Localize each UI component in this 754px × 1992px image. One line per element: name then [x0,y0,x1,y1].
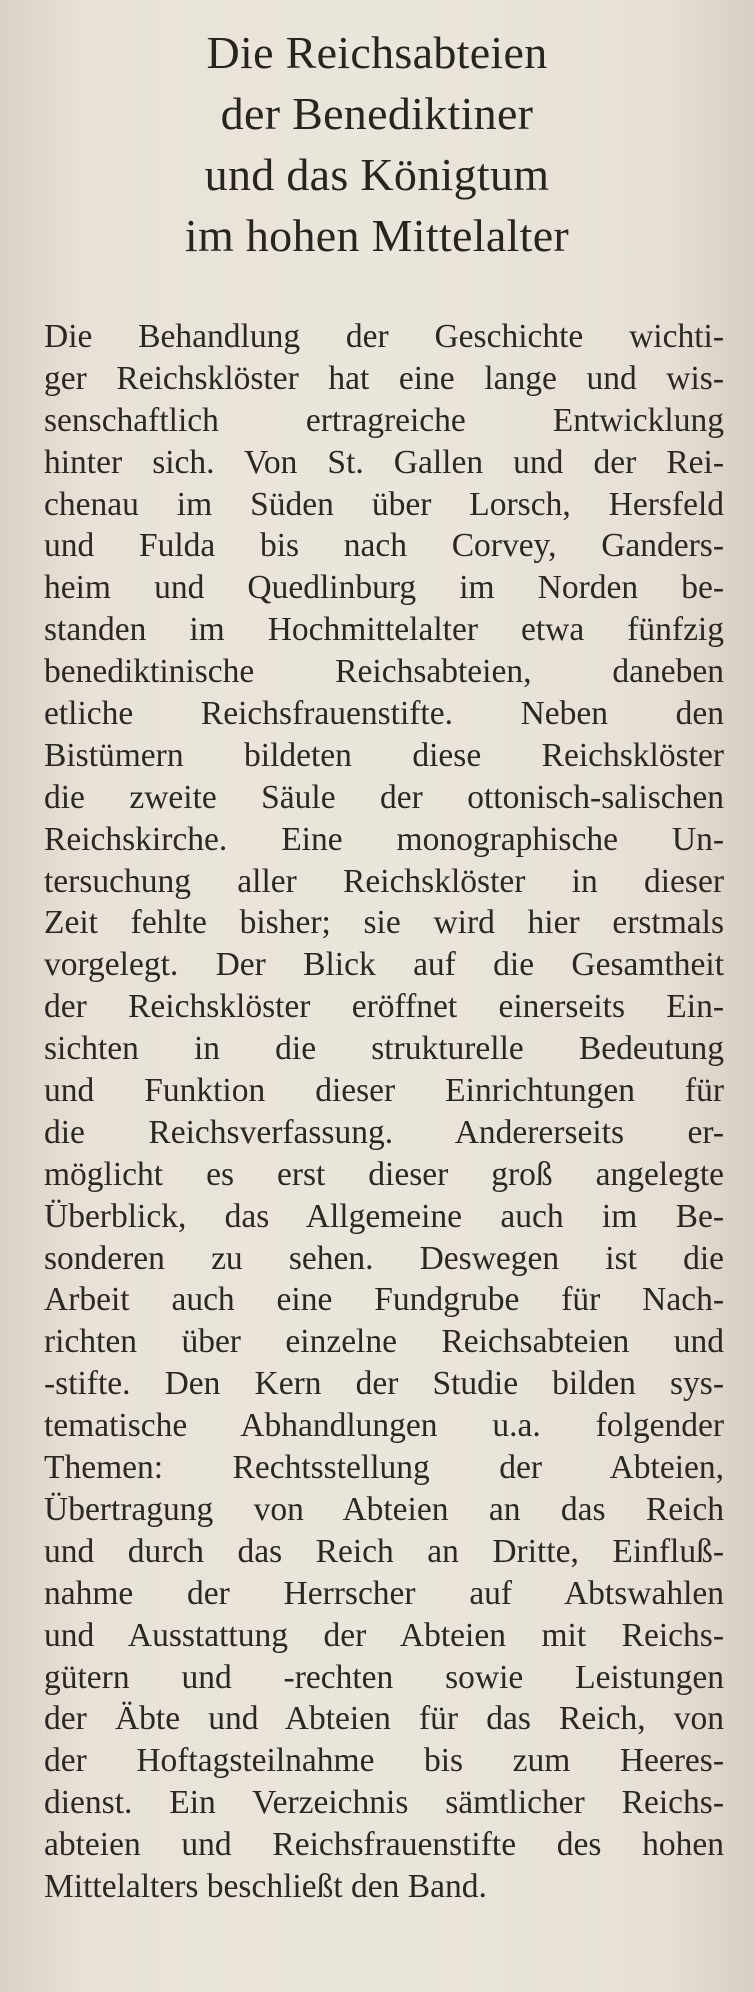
text-line: und durch das Reich an Dritte, Einfluß- [44,1532,724,1570]
text-line: und Funktion dieser Einrichtungen für [44,1072,724,1110]
text-line: benediktinische Reichsabteien, daneben [44,653,724,691]
text-line: senschaftlich ertragreiche Entwicklung [44,401,724,439]
text-line: Mittelalters beschließt den Band. [44,1867,487,1905]
title-line: und das Königtum [204,149,550,200]
text-line: vorgelegt. Der Blick auf die Gesamtheit [44,946,724,984]
text-line: heim und Quedlinburg im Norden be- [44,569,724,607]
title-line: der Benediktiner [220,88,534,139]
text-line: richten über einzelne Reichsabteien und [44,1323,724,1361]
title-line: im hohen Mittelalter [184,210,570,261]
text-line: die zweite Säule der ottonisch-salischen [44,778,724,816]
text-line: der Reichsklöster eröffnet einerseits Ein- [44,988,724,1026]
text-line: -stifte. Den Kern der Studie bilden sys- [44,1365,724,1403]
text-line: Reichskirche. Eine monographische Un- [44,820,724,858]
text-line: gütern und -rechten sowie Leistungen [44,1658,724,1696]
text-line: Übertragung von Abteien an das Reich [44,1490,724,1528]
text-line: Die Behandlung der Geschichte wichti- [44,318,724,355]
text-line: möglicht es erst dieser groß angelegte [44,1155,724,1193]
text-line: etliche Reichsfrauenstifte. Neben den [44,695,724,733]
text-line: tersuchung aller Reichsklöster in dieser [44,862,724,900]
text-line: hinter sich. Von St. Gallen und der Rei- [44,443,724,481]
page-title [0,22,754,266]
text-line: dienst. Ein Verzeichnis sämtlicher Reichs- [44,1784,724,1822]
text-line: sonderen zu sehen. Deswegen ist die [44,1239,724,1277]
text-line: Arbeit auch eine Fundgrube für Nach- [44,1281,724,1319]
text-line: Bistümern bildeten diese Reichsklöster [44,736,724,774]
text-line: chenau im Süden über Lorsch, Hersfeld [44,485,724,523]
text-line: sichten in die strukturelle Bedeutung [44,1030,724,1068]
text-line: Zeit fehlte bisher; sie wird hier erstmals [44,904,724,942]
text-line: der Hoftagsteilnahme bis zum Heeres- [44,1742,724,1780]
text-line: nahme der Herrscher auf Abtswahlen [44,1574,724,1612]
text-line: und Ausstattung der Abteien mit Reichs- [44,1616,724,1654]
text-line: abteien und Reichsfrauenstifte des hohen [44,1826,724,1864]
text-line: Überblick, das Allgemeine auch im Be- [44,1197,724,1235]
text-line: tematische Abhandlungen u.a. folgender [44,1407,724,1445]
text-line: und Fulda bis nach Corvey, Ganders- [44,527,724,565]
text-line: ger Reichsklöster hat eine lange und wis- [44,359,724,397]
title-line: Die Reichsabteien [206,27,548,78]
text-line: die Reichsverfassung. Andererseits er- [44,1113,724,1151]
text-line: standen im Hochmittelalter etwa fünfzig [44,611,724,649]
text-line: Themen: Rechtsstellung der Abteien, [44,1449,724,1487]
text-line: der Äbte und Abteien für das Reich, von [44,1700,724,1738]
blurb-paragraph [44,316,724,1908]
